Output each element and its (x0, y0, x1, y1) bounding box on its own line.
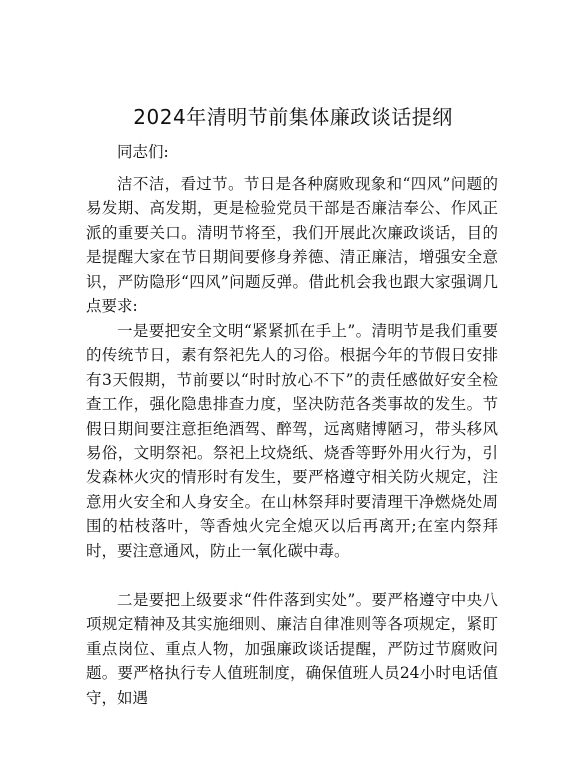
paragraph-point-one: 一是要把安全文明“紧紧抓在手上”。清明节是我们重要的传统节日，素有祭祀先人的习俗。根据今年的节假日安排有3天假期，节前要以“时时放心不下”的责任感做好安全检查工作，强化隐患排查力度，坚决防范各类事故的发生。节假日期间要注意拒绝酒驾、醉驾，远离赌博陋习，带头移风易俗，文明祭祀。祭祀上坟烧纸、烧香等野外用火行为，引发森林火灾的情形时有发生，要严格遵守相关防火规定，注意用火安全和人身安全。在山林祭拜时要清理干净燃烧处周围的枯枝落叶，等香烛火完全熄灭以后再离开;在室内祭拜时，要注意通风，防止一氧化碳中毒。 (86, 322, 498, 560)
greeting: 同志们: (117, 143, 169, 161)
document-title: 2024年清明节前集体廉政谈话提纲 (133, 105, 453, 129)
paragraph-intro: 洁不洁，看过节。节日是各种腐败现象和“四风”问题的易发期、高发期，更是检验党员干部是否廉洁奉公、作风正派的重要关口。清明节将至，我们开展此次廉政谈话，目的是提醒大家在节日期间要修身养德、清正廉洁，增强安全意识，严防隐形“四风”问题反弹。借此机会我也跟大家强调几点要求: (86, 175, 498, 316)
paragraph-point-two: 二是要把上级要求“件件落到实处”。要严格遵守中央八项规定精神及其实施细则、廉洁自律准则等各项规定，紧盯重点岗位、重点人物，加强廉政谈话提醒，严防过节腐败问题。要严格执行专人值班制度，确保值班人员24小时电话值守，如遇 (86, 591, 498, 707)
